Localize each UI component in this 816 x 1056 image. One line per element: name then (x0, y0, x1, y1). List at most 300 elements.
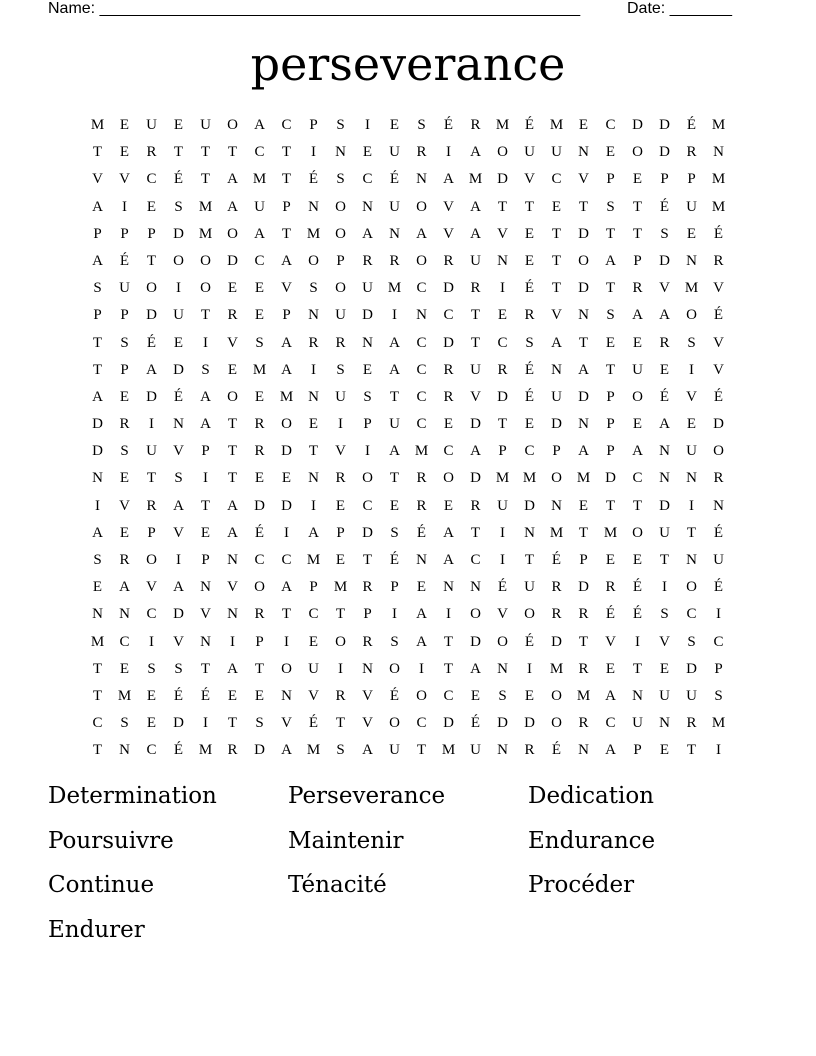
grid-letter: U (686, 198, 697, 215)
grid-letter: M (441, 742, 456, 759)
grid-letter: I (311, 144, 316, 161)
grid-letter: N (578, 742, 589, 759)
grid-letter: D (443, 334, 454, 351)
grid-letter: É (524, 361, 535, 378)
grid-letter: E (173, 117, 184, 133)
grid-letter: D (254, 497, 265, 514)
grid-letter: N (524, 524, 535, 541)
grid-letter: S (525, 334, 534, 351)
grid-letter: S (255, 715, 264, 732)
grid-letter: M (495, 470, 510, 487)
grid-letter: S (120, 715, 129, 732)
grid-letter: É (119, 252, 130, 269)
grid-letter: A (443, 552, 454, 568)
grid-letter: D (281, 443, 292, 460)
grid-letter: S (174, 470, 183, 487)
grid-letter: E (173, 334, 184, 351)
grid-letter: N (416, 307, 427, 324)
grid-letter: T (92, 334, 103, 351)
grid-letter: I (338, 416, 343, 433)
grid-letter: D (281, 497, 292, 514)
grid-letter: S (336, 171, 345, 188)
grid-letter: É (632, 606, 643, 623)
grid-letter: E (389, 117, 400, 133)
grid-letter: T (335, 606, 346, 623)
grid-letter: I (392, 307, 397, 324)
grid-letter: P (498, 443, 507, 460)
grid-letter: T (605, 361, 616, 378)
grid-letter: S (174, 198, 183, 215)
grid-letter: É (632, 579, 643, 596)
grid-letter: M (549, 660, 564, 677)
grid-letter: M (198, 225, 213, 242)
grid-letter: I (203, 470, 208, 487)
grid-letter: A (281, 252, 292, 269)
grid-letter: P (552, 443, 561, 460)
grid-letter: E (281, 470, 292, 487)
grid-letter: E (524, 225, 535, 242)
grid-letter: P (336, 524, 345, 541)
grid-letter: T (92, 742, 103, 759)
grid-letter: A (416, 633, 427, 650)
grid-letter: O (227, 117, 238, 133)
grid-letter: U (308, 660, 319, 677)
grid-letter: T (173, 144, 184, 161)
grid-letter: D (362, 524, 373, 541)
grid-letter: C (146, 606, 157, 623)
grid-letter: O (686, 307, 697, 324)
grid-letter: E (632, 334, 643, 351)
grid-letter: E (497, 307, 508, 324)
grid-letter: N (173, 416, 184, 433)
grid-letter: T (578, 633, 589, 650)
grid-letter: P (606, 171, 615, 188)
grid-letter: É (713, 388, 724, 405)
grid-letter: É (524, 633, 535, 650)
grid-letter: A (416, 606, 427, 623)
grid-letter: M (495, 117, 510, 133)
grid-letter: M (576, 687, 591, 704)
grid-letter: D (146, 307, 157, 324)
grid-letter: R (686, 144, 697, 161)
grid-letter: T (200, 307, 211, 324)
grid-letter: M (684, 280, 699, 297)
grid-letter: T (227, 715, 238, 732)
grid-letter: E (254, 280, 265, 297)
grid-letter: V (335, 443, 346, 460)
grid-letter: E (119, 144, 130, 161)
grid-letter: É (524, 388, 535, 405)
grid-letter: V (497, 225, 508, 242)
grid-letter: N (578, 307, 589, 324)
grid-letter: R (335, 687, 346, 704)
grid-letter: V (713, 334, 724, 351)
grid-letter: N (686, 252, 697, 269)
grid-letter: U (470, 252, 481, 269)
grid-letter: C (686, 606, 697, 623)
grid-letter: E (146, 687, 157, 704)
grid-letter: U (119, 280, 130, 297)
grid-letter: U (686, 443, 697, 460)
grid-letter: I (716, 742, 721, 759)
grid-letter: A (227, 198, 238, 215)
grid-letter: M (549, 524, 564, 541)
grid-letter: M (711, 117, 726, 133)
grid-letter: E (605, 334, 616, 351)
grid-letter: R (443, 388, 454, 405)
grid-letter: N (92, 606, 103, 623)
grid-letter: A (389, 334, 400, 351)
grid-letter: E (308, 633, 319, 650)
grid-letter: D (524, 497, 535, 514)
grid-letter: R (497, 361, 508, 378)
grid-letter: O (497, 144, 508, 161)
grid-letter: D (173, 715, 184, 732)
grid-letter: U (389, 742, 400, 759)
grid-letter: É (389, 552, 400, 568)
grid-letter: N (443, 579, 454, 596)
grid-letter: T (605, 497, 616, 514)
grid-letter: E (119, 117, 130, 133)
grid-letter: E (686, 416, 697, 433)
grid-letter: A (443, 171, 454, 188)
grid-letter: O (173, 252, 184, 269)
grid-letter: E (443, 416, 454, 433)
grid-letter: O (632, 388, 643, 405)
grid-letter: O (308, 252, 319, 269)
grid-letter: É (416, 524, 427, 541)
grid-letter: C (254, 252, 265, 269)
grid-letter: U (389, 144, 400, 161)
grid-letter: A (470, 225, 481, 242)
grid-letter: É (308, 171, 319, 188)
grid-letter: É (254, 524, 265, 541)
grid-letter: V (713, 361, 724, 378)
grid-letter: O (146, 552, 157, 568)
grid-letter: D (443, 280, 454, 297)
grid-letter: R (416, 470, 427, 487)
grid-letter: U (146, 443, 157, 460)
grid-letter: T (632, 660, 643, 677)
word-list-item: Poursuivre (48, 827, 174, 854)
grid-letter: N (497, 742, 508, 759)
grid-letter: V (713, 280, 724, 297)
grid-letter: M (306, 225, 321, 242)
grid-letter: D (497, 388, 508, 405)
grid-letter: R (470, 497, 481, 514)
grid-letter: C (92, 715, 103, 732)
grid-letter: R (146, 144, 157, 161)
grid-letter: E (578, 117, 589, 133)
grid-letter: T (605, 280, 616, 297)
grid-letter: S (255, 334, 264, 351)
grid-letter: R (254, 443, 265, 460)
grid-letter: T (497, 198, 508, 215)
grid-letter: R (389, 252, 400, 269)
grid-letter: C (605, 117, 616, 133)
grid-letter: D (551, 416, 562, 433)
grid-letter: T (281, 171, 292, 188)
grid-letter: R (227, 307, 238, 324)
grid-letter: N (659, 443, 670, 460)
grid-letter: É (659, 198, 670, 215)
grid-letter: S (714, 687, 723, 704)
grid-letter: T (227, 144, 238, 161)
grid-letter: T (416, 742, 427, 759)
grid-letter: O (335, 633, 346, 650)
grid-letter: O (227, 225, 238, 242)
grid-letter: A (227, 524, 238, 541)
grid-letter: D (173, 361, 184, 378)
grid-letter: R (416, 497, 427, 514)
grid-letter: S (201, 361, 210, 378)
grid-letter: N (227, 606, 238, 623)
grid-letter: T (200, 497, 211, 514)
grid-letter: É (200, 687, 211, 704)
grid-letter: O (335, 280, 346, 297)
grid-letter: V (524, 171, 535, 188)
grid-letter: E (659, 742, 670, 759)
grid-letter: D (470, 633, 481, 650)
grid-letter: R (578, 606, 589, 623)
grid-letter: É (173, 388, 184, 405)
grid-letter: C (443, 307, 454, 324)
grid-letter: É (659, 388, 670, 405)
grid-letter: T (200, 144, 211, 161)
grid-letter: I (500, 552, 505, 568)
grid-letter: R (659, 334, 670, 351)
grid-letter: N (92, 470, 103, 487)
grid-letter: T (389, 388, 400, 405)
grid-letter: N (281, 687, 292, 704)
word-list-item: Endurer (48, 916, 145, 943)
grid-letter: N (362, 660, 373, 677)
grid-letter: V (281, 280, 292, 297)
grid-letter: E (227, 361, 238, 378)
grid-letter: N (497, 660, 508, 677)
grid-letter: M (90, 633, 105, 650)
grid-letter: V (227, 334, 238, 351)
grid-letter: N (362, 334, 373, 351)
grid-letter: I (284, 524, 289, 541)
grid-letter: I (662, 579, 667, 596)
grid-letter: A (173, 579, 184, 596)
grid-letter: É (443, 117, 454, 133)
grid-letter: D (659, 117, 670, 133)
grid-letter: P (282, 307, 291, 324)
grid-letter: E (200, 524, 211, 541)
grid-letter: C (281, 117, 292, 133)
grid-letter: A (227, 497, 238, 514)
grid-letter: P (147, 225, 156, 242)
grid-letter: E (443, 497, 454, 514)
grid-letter: É (497, 579, 508, 596)
grid-letter: É (524, 117, 535, 133)
grid-letter: I (95, 497, 100, 514)
grid-letter: P (309, 117, 318, 133)
grid-letter: E (659, 660, 670, 677)
grid-letter: D (362, 307, 373, 324)
grid-letter: O (632, 144, 643, 161)
grid-letter: I (149, 633, 154, 650)
grid-letter: T (200, 660, 211, 677)
grid-letter: I (311, 361, 316, 378)
grid-letter: N (308, 307, 319, 324)
grid-letter: V (146, 579, 157, 596)
grid-letter: C (443, 443, 454, 460)
grid-letter: T (146, 252, 157, 269)
grid-letter: E (416, 579, 427, 596)
grid-letter: T (389, 470, 400, 487)
grid-letter: I (500, 524, 505, 541)
grid-letter: T (659, 552, 670, 568)
grid-letter: R (362, 579, 373, 596)
grid-letter: R (713, 252, 724, 269)
grid-letter: E (470, 687, 481, 704)
grid-letter: T (92, 361, 103, 378)
grid-letter: C (443, 687, 454, 704)
word-list-item: Ténacité (288, 872, 387, 898)
grid-letter: E (524, 416, 535, 433)
grid-letter: A (578, 443, 589, 460)
grid-letter: O (200, 280, 211, 297)
grid-letter: R (227, 742, 238, 759)
grid-letter: T (227, 443, 238, 460)
grid-letter: T (443, 660, 454, 677)
grid-letter: N (578, 416, 589, 433)
grid-letter: A (605, 742, 616, 759)
grid-letter: A (470, 660, 481, 677)
grid-letter: É (713, 307, 724, 324)
grid-letter: I (689, 497, 694, 514)
grid-letter: P (660, 171, 669, 188)
grid-letter: P (633, 252, 642, 269)
grid-letter: N (227, 552, 238, 568)
grid-letter: P (201, 443, 210, 460)
grid-letter: É (551, 742, 562, 759)
grid-letter: U (335, 307, 346, 324)
grid-letter: U (254, 198, 265, 215)
grid-letter: C (362, 171, 373, 188)
grid-letter: P (363, 606, 372, 623)
grid-letter: R (578, 660, 589, 677)
grid-letter: D (92, 443, 103, 460)
grid-letter: S (336, 117, 345, 133)
grid-letter: T (443, 633, 454, 650)
grid-letter: R (578, 715, 589, 732)
grid-letter: O (470, 606, 481, 623)
grid-letter: E (92, 579, 103, 596)
grid-letter: V (470, 388, 481, 405)
grid-letter: D (632, 117, 643, 133)
grid-letter: V (686, 388, 697, 405)
grid-letter: V (362, 687, 373, 704)
grid-letter: T (200, 171, 211, 188)
grid-letter: S (687, 633, 696, 650)
grid-letter: E (308, 416, 319, 433)
grid-letter: A (362, 742, 373, 759)
grid-letter: E (227, 687, 238, 704)
grid-letter: P (606, 416, 615, 433)
word-list-item: Determination (48, 783, 217, 809)
grid-letter: M (576, 470, 591, 487)
grid-letter: O (335, 225, 346, 242)
grid-letter: N (686, 552, 697, 568)
grid-letter: E (605, 552, 616, 568)
grid-letter: A (92, 198, 103, 215)
word-list-item: Endurance (528, 827, 656, 854)
grid-letter: S (660, 606, 669, 623)
grid-letter: P (309, 579, 318, 596)
grid-letter: A (92, 252, 103, 269)
grid-letter: V (119, 171, 130, 188)
grid-letter: O (551, 470, 562, 487)
grid-letter: E (254, 687, 265, 704)
grid-letter: E (335, 552, 346, 568)
grid-letter: É (713, 579, 724, 596)
word-list-item: Perseverance (288, 783, 446, 809)
grid-letter: I (635, 633, 640, 650)
grid-letter: M (333, 579, 348, 596)
grid-letter: D (713, 416, 724, 433)
grid-letter: D (92, 416, 103, 433)
grid-letter: I (365, 117, 370, 133)
grid-letter: N (362, 198, 373, 215)
grid-letter: A (308, 524, 319, 541)
grid-letter: I (527, 660, 532, 677)
page-title: perseverance (250, 37, 566, 91)
grid-letter: P (120, 225, 129, 242)
grid-letter: U (659, 524, 670, 541)
grid-letter: M (252, 171, 267, 188)
grid-letter: R (146, 497, 157, 514)
grid-letter: É (713, 524, 724, 541)
grid-letter: C (416, 388, 427, 405)
grid-letter: T (362, 552, 373, 568)
grid-letter: M (549, 117, 564, 133)
grid-letter: A (146, 361, 157, 378)
grid-letter: N (308, 198, 319, 215)
grid-letter: O (524, 606, 535, 623)
grid-letter: M (306, 742, 321, 759)
grid-letter: T (281, 225, 292, 242)
grid-letter: E (119, 388, 130, 405)
grid-letter: T (254, 660, 265, 677)
grid-letter: O (713, 443, 724, 460)
grid-letter: V (173, 633, 184, 650)
grid-letter: U (632, 715, 643, 732)
grid-letter: E (362, 144, 373, 161)
grid-letter: T (227, 470, 238, 487)
grid-letter: P (579, 552, 588, 568)
grid-letter: M (252, 361, 267, 378)
grid-letter: M (468, 171, 483, 188)
grid-letter: C (308, 606, 319, 623)
grid-letter: I (203, 715, 208, 732)
grid-letter: U (335, 388, 346, 405)
grid-letter: V (497, 606, 508, 623)
grid-letter: T (92, 660, 103, 677)
grid-letter: P (93, 225, 102, 242)
grid-letter: T (632, 198, 643, 215)
grid-letter: N (497, 252, 508, 269)
word-list-item: Maintenir (288, 827, 404, 854)
grid-letter: R (443, 361, 454, 378)
grid-letter: T (227, 416, 238, 433)
grid-letter: P (282, 198, 291, 215)
grid-letter: I (203, 334, 208, 351)
grid-letter: D (605, 470, 616, 487)
